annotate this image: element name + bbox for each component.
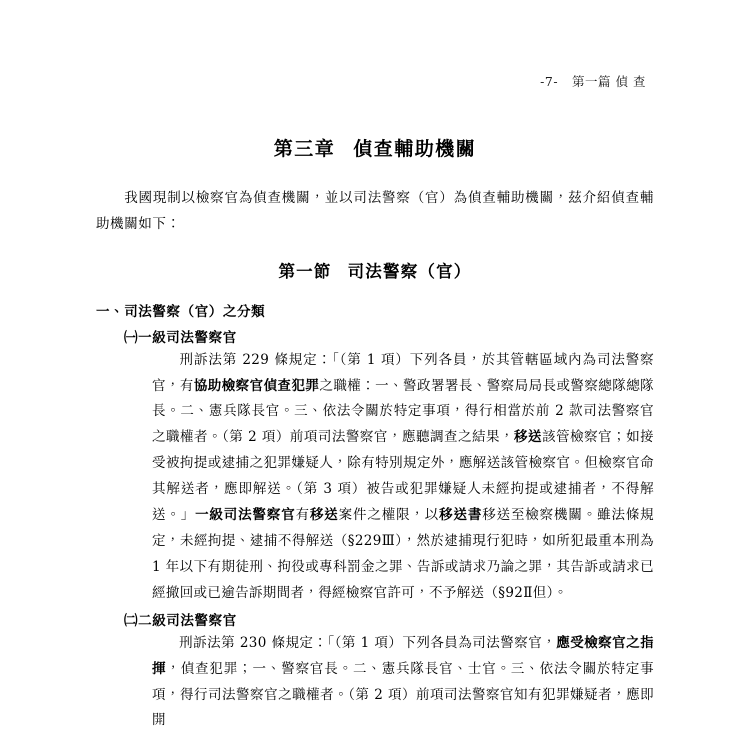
intro-paragraph bbox=[96, 185, 654, 238]
section-number: 第一節 bbox=[278, 261, 332, 281]
running-title: 第一篇 偵 查 bbox=[572, 74, 646, 89]
chapter-number: 第三章 bbox=[273, 138, 336, 160]
paragraph-article-229 bbox=[96, 348, 654, 607]
chapter-title bbox=[96, 134, 654, 161]
page-header bbox=[96, 72, 654, 90]
section-name: 司法警察（官） bbox=[347, 261, 472, 281]
heading-level1-classification: 一、司法警察（官）之分類 bbox=[96, 303, 266, 320]
paragraph-230-text: 刑訴法第 230 條規定：「（第 1 項）下列各員為司法警察官，應受檢察官之指揮，偵查犯罪；一、警察官長。二、憲兵隊長官、士官。三、依法令關於特定事項，得行司法警察官之職權者。（第 2 項）前項司法警察官知有犯罪嫌疑者，應即開 bbox=[152, 634, 654, 729]
intro-text: 我國現制以檢察官為偵查機關，並以司法警察（官）為偵查輔助機關，茲介紹偵查輔助機關如下： bbox=[96, 190, 654, 233]
heading-level2-first-class: ㈠一級司法警察官 bbox=[124, 329, 237, 346]
paragraph-article-230 bbox=[96, 631, 654, 735]
paragraph-229-text: 刑訴法第 229 條規定：「（第 1 項）下列各員，於其管轄區域內為司法警察官，有協助檢察官偵查犯罪之職權：一、警政署署長、警察局局長或警察總隊總隊長。二、憲兵隊長官。三、依法令關於特定事項，得行相當於前 2 款司法警察官之職權者。（第 2 項）前項司法警察官，應聽調查之結果，移送該管檢察官；如接受被拘提或逮捕之犯罪嫌疑人，除有特別規定外，應解送該管檢察官。但檢察官命其解送者，應即解送。（第 3 項）被告或犯罪嫌疑人未經拘提或逮捕者，不得解送。」一級司法警察官有移送案件之權限，以移送書移送至檢察機關。雖法條規定，未經拘提、逮捕不得解送（§229Ⅲ），然於逮捕現行犯時，如所犯最重本刑為 1 年以下有期徒刑、拘役或專科罰金之罪、告訴或請求乃論之罪，其告訴或請求已經撤回或已逾告訴期間者，得經檢察官許可，不予解送（§92Ⅱ但）。 bbox=[152, 351, 654, 601]
page-number: -7- bbox=[540, 74, 559, 89]
chapter-name: 偵查輔助機關 bbox=[353, 138, 477, 160]
section-title bbox=[96, 258, 654, 282]
heading-level2-second-class: ㈡二級司法警察官 bbox=[124, 612, 237, 629]
